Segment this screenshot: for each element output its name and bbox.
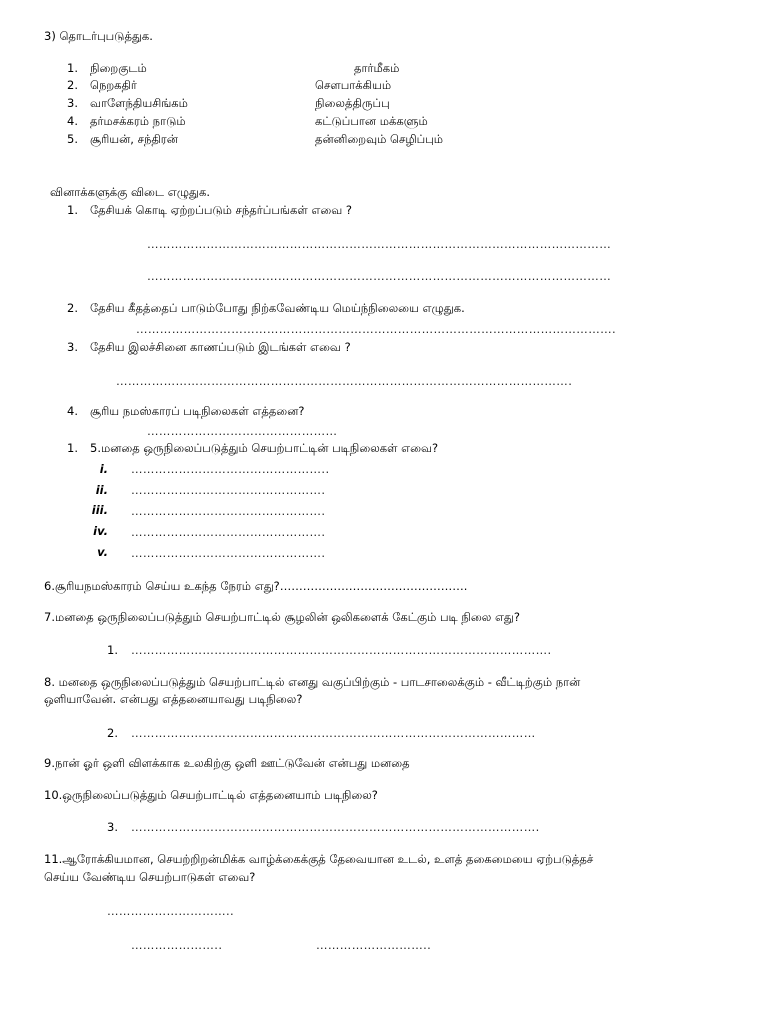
answer-line: …………………………………………. <box>131 483 326 497</box>
answer-line: ………………………………………… <box>147 424 338 438</box>
question-1: தேசியக் கொடி ஏற்றப்படும் சந்தர்ப்பங்கள் எவை ? <box>90 203 352 217</box>
answer-line: ………………………………………………………………………………………… <box>131 726 536 740</box>
answer-line: ……………………………………………………………………………………………………… <box>147 269 612 283</box>
roman-numeral: v. <box>97 545 108 559</box>
answer-number: 3. <box>107 820 118 834</box>
roman-numeral: i. <box>99 462 108 476</box>
question-6: 6.சூரியநமஸ்காரம் செய்ய உகந்த நேரம் எது?…………………………………………. <box>44 579 468 593</box>
question-number: 2. <box>67 301 78 315</box>
match-right-item: நிலைத்திருப்பு <box>315 96 390 110</box>
match-left-item: தர்மசக்கரம் நாடும் <box>90 114 186 128</box>
match-right-item: தன்னிறைவும் செழிப்பும் <box>315 132 444 146</box>
answer-line: …………………………………………. <box>131 525 326 539</box>
question-11-line-1: 11.ஆரோக்கியமான, செயற்றிறன்மிக்க வாழ்க்கைக்குத் தேவையான உடல், உளத் தகைமையை ஏற்படுத்தச் <box>44 852 594 866</box>
roman-numeral: ii. <box>95 483 108 497</box>
match-num: 3. <box>67 96 78 110</box>
question-number: 1. <box>67 203 78 217</box>
answer-line: ……………………………………………………………………………………………………… <box>147 237 612 251</box>
answer-line: ……………………….. <box>316 938 432 952</box>
answer-number: 2. <box>107 726 118 740</box>
match-left-item: சூரியன், சந்திரன் <box>90 132 178 146</box>
question-2: தேசிய கீதத்தைப் பாடும்போது நிற்கவேண்டிய மெய்ந்நிலையை எழுதுக. <box>90 301 465 315</box>
match-num: 2. <box>67 78 78 92</box>
roman-numeral: iv. <box>93 524 108 538</box>
answer-line: ………………………………………….. <box>131 462 330 476</box>
question-number: 3. <box>67 340 78 354</box>
match-num: 4. <box>67 114 78 128</box>
question-7: 7.மனதை ஒருநிலைப்படுத்தும் செயற்பாட்டில் சூழலின் ஒலிகளைக் கேட்கும் படி நிலை எது? <box>44 610 520 624</box>
answer-line: ………………………….. <box>107 904 235 918</box>
question-9: 9.நான் ஓர் ஒளி விளக்காக உலகிற்கு ஒளி ஊட்டுவேன் என்பது மனதை <box>44 756 410 770</box>
roman-numeral: iii. <box>91 503 108 517</box>
match-num: 1. <box>67 61 78 75</box>
match-left-item: வாளேந்தியசிங்கம் <box>90 96 188 110</box>
question-4: சூரிய நமஸ்காரப் படிநிலைகள் எத்தனை? <box>90 404 305 418</box>
answer-line: …………………………………………. <box>131 504 326 518</box>
question-8-line-1: 8. மனதை ஒருநிலைப்படுத்தும் செயற்பாட்டில் எனது வகுப்பிற்கும் - பாடசாலைக்கும் - வீட்டிற்கும் நான் <box>44 675 581 689</box>
question-number: 1. <box>67 441 78 455</box>
answer-line: …………………………………………………………………………………………………………. <box>136 322 617 336</box>
question-5: 5.மனதை ஒருநிலைப்படுத்தும் செயற்பாட்டின் படிநிலைகள் எவை? <box>90 441 439 455</box>
match-heading: 3) தொடர்புபடுத்துக. <box>44 29 153 43</box>
answer-line: ………………….. <box>131 938 223 952</box>
match-right-item: தார்மீகம் <box>354 61 400 75</box>
match-right-item: சௌபாக்கியம் <box>315 78 392 92</box>
match-num: 5. <box>67 132 78 146</box>
answer-line: ……………………………………………………………………………………………. <box>131 643 552 657</box>
match-left-item: நெறகதிர் <box>90 78 137 92</box>
question-10: 10.ஒருநிலைப்படுத்தும் செயற்பாட்டில் எத்தனையாம் படிநிலை? <box>44 788 378 802</box>
match-right-item: கட்டுப்பான மக்களும் <box>315 114 428 128</box>
question-3: தேசிய இலச்சினை காணப்படும் இடங்கள் எவை ? <box>90 340 351 354</box>
match-left-item: நிறைகுடம் <box>90 61 147 75</box>
answer-line: ……………………………………………………………………………………………………. <box>116 374 573 388</box>
question-8-line-2: ஒளியாவேன். என்பது எத்தனையாவது படிநிலை? <box>44 692 303 706</box>
qa-heading: வினாக்களுக்கு விடை எழுதுக. <box>50 185 210 199</box>
question-11-line-2: செய்ய வேண்டிய செயற்பாடுகள் எவை? <box>44 870 256 884</box>
answer-number: 1. <box>107 643 118 657</box>
answer-line: …………………………………………………………………………………………. <box>131 820 540 834</box>
answer-line: …………………………………………. <box>131 546 326 560</box>
question-number: 4. <box>67 404 78 418</box>
